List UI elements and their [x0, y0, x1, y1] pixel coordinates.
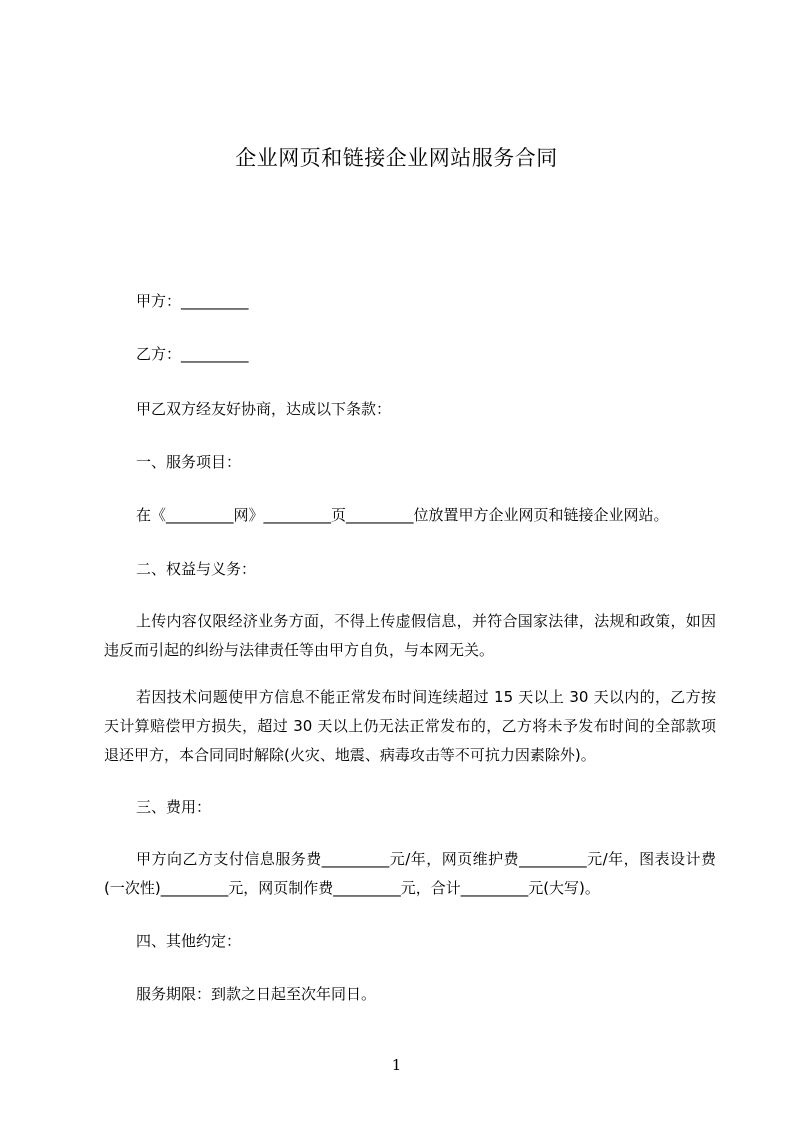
section1-heading: 一、服务项目： — [136, 453, 242, 471]
section4-text: 服务期限：到款之日起至次年同日。 — [136, 985, 377, 1003]
intro-text: 甲乙双方经友好协商，达成以下条款： — [136, 400, 392, 418]
section1-text: 在《_________网》_________页_________位放置甲方企业网页和链接企业网站。 — [136, 506, 669, 524]
section3-heading: 三、费用： — [136, 798, 212, 816]
section3-paragraph: 甲方向乙方支付信息服务费_________元/年，网页维护费_________元/年，图表设计费(一次性)_________元，网页制作费_________元，合计_________元(大写)。 — [104, 850, 716, 897]
party-b-line: 乙方：_________ — [136, 345, 249, 363]
section2-paragraph-2: 若因技术问题使甲方信息不能正常发布时间连续超过 15 天以上 30 天以内的，乙方按天计算赔偿甲方损失，超过 30 天以上仍无法正常发布的，乙方将未予发布时间的全部款项退还甲方，本合同同时解除(火灾、地震、病毒攻击等不可抗力因素除外)。 — [104, 688, 716, 764]
section2-paragraph-1: 上传内容仅限经济业务方面，不得上传虚假信息，并符合国家法律，法规和政策，如因违反而引起的纠纷与法律责任等由甲方自负，与本网无关。 — [104, 612, 716, 659]
section4-heading: 四、其他约定： — [136, 932, 242, 950]
party-a-line: 甲方：_________ — [136, 292, 249, 310]
section2-heading: 二、权益与义务： — [136, 560, 257, 578]
document-title: 企业网页和链接企业网站服务合同 — [235, 146, 558, 170]
page-number: 1 — [391, 1056, 402, 1074]
